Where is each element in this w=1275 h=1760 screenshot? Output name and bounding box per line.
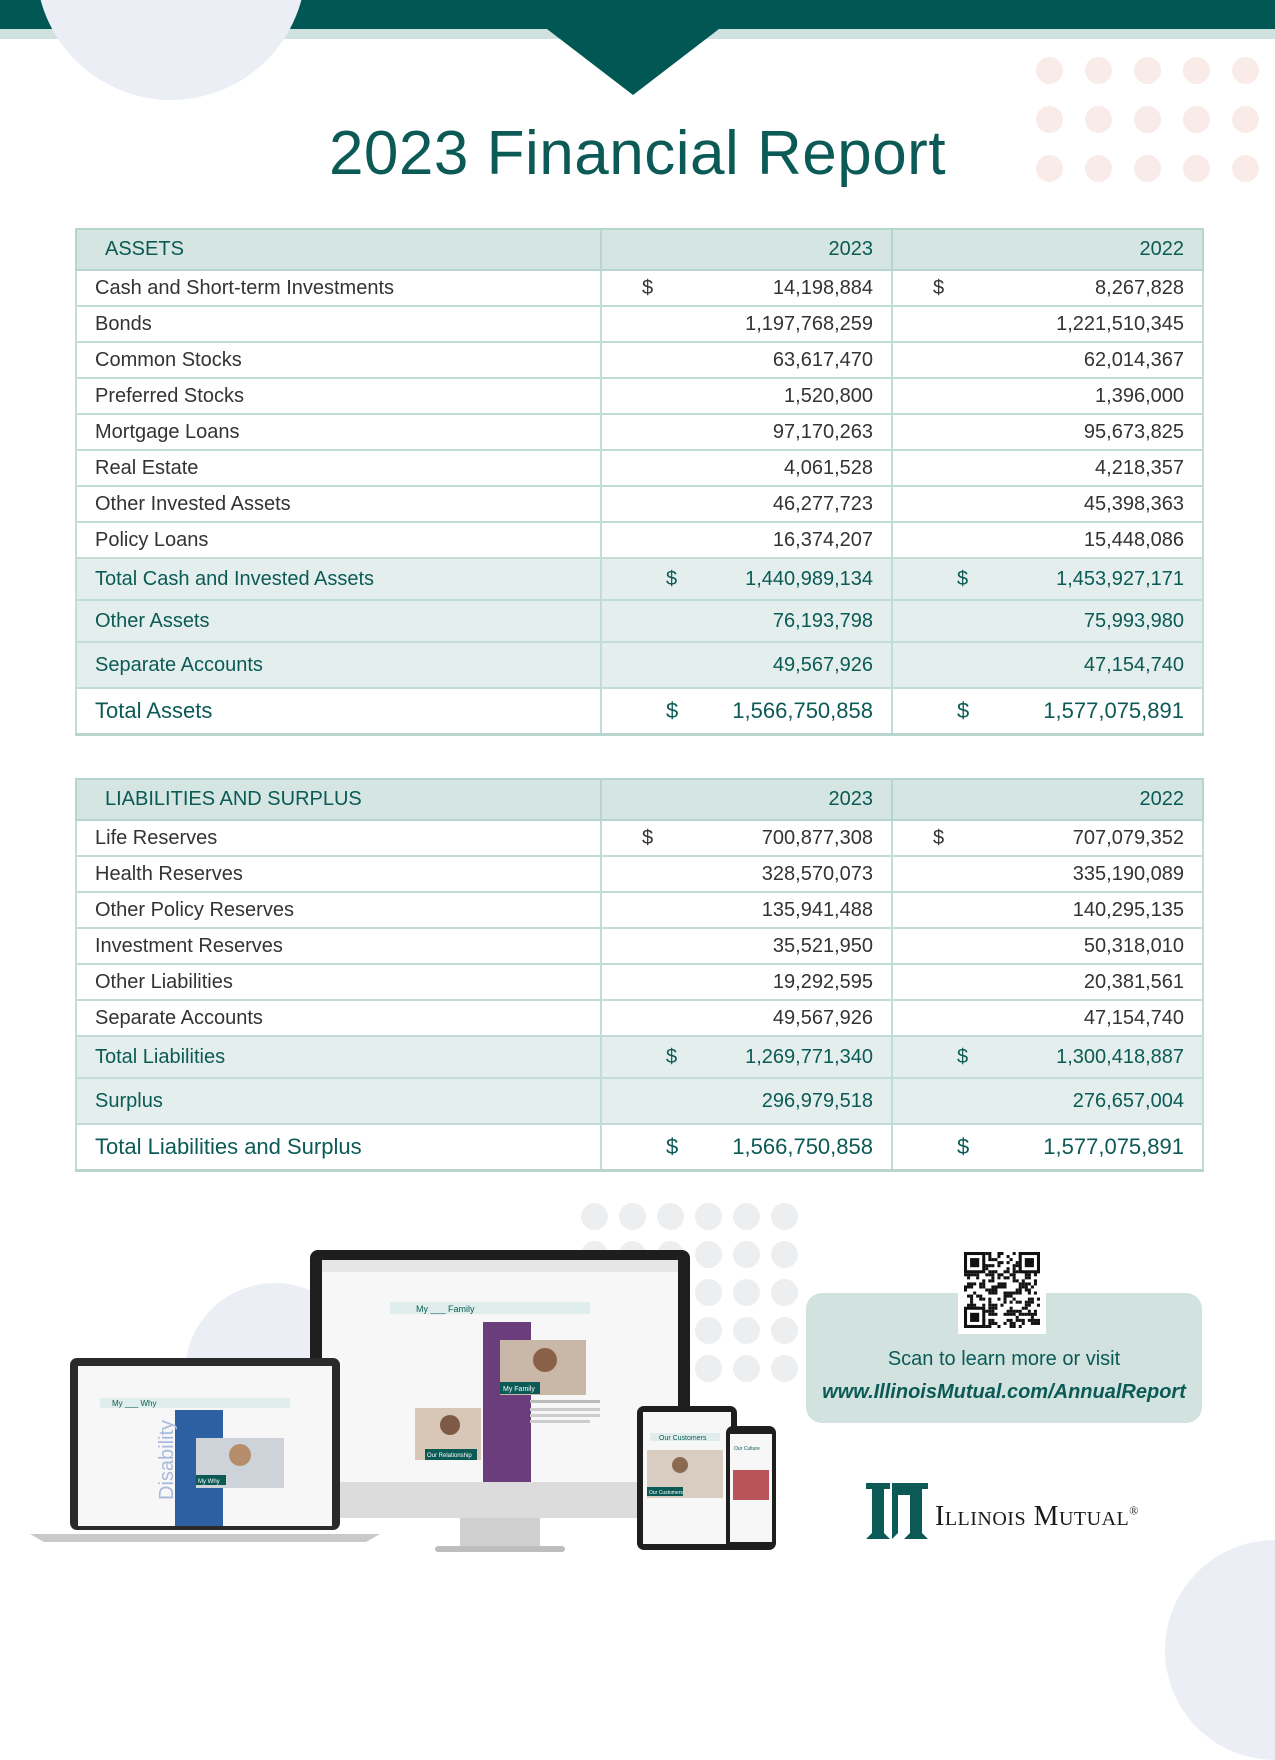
assets-row-row [76, 450, 1203, 486]
assets-row-row [76, 342, 1203, 378]
report-url-link[interactable]: www.IllinoisMutual.com/AnnualReport [822, 1381, 1186, 1403]
assets-total-row [76, 600, 1203, 642]
liabilities-cell-2022 [892, 892, 1203, 928]
currency-symbol: $ [957, 698, 970, 723]
assets-grand-row [76, 688, 1203, 735]
decorative-dot [1232, 57, 1259, 84]
liabilities-row-label: Other Policy Reserves [76, 892, 601, 928]
assets-cell-2022 [892, 270, 1203, 306]
currency-symbol: $ [933, 276, 945, 299]
liabilities-header-2022: 2022 [892, 779, 1203, 820]
liabilities-cell-2022 [892, 1036, 1203, 1078]
liabilities-row-row [76, 892, 1203, 928]
tablet-tag: Our Customers [649, 1490, 683, 1496]
liabilities-cell-2023 [601, 1000, 892, 1036]
assets-row-label: Preferred Stocks [76, 378, 601, 414]
decorative-dot [1085, 57, 1112, 84]
liabilities-cell-2023 [601, 820, 892, 856]
assets-header-row [76, 229, 1203, 270]
assets-row-label: Cash and Short-term Investments [76, 270, 601, 306]
assets-cell-2023 [601, 688, 892, 735]
devices-illustration [30, 1250, 820, 1580]
value-2023: 63,617,470 [772, 348, 873, 371]
assets-cell-2023 [601, 378, 892, 414]
value-2023: 16,374,207 [772, 528, 873, 551]
assets-cell-2023 [601, 414, 892, 450]
assets-cell-2022 [892, 642, 1203, 688]
value-2022: 335,190,089 [1072, 862, 1184, 885]
assets-cell-2022 [892, 378, 1203, 414]
assets-cell-2022 [892, 450, 1203, 486]
value-2022: 45,398,363 [1083, 492, 1184, 515]
scan-text: Scan to learn more or visit [887, 1348, 1121, 1370]
value-2022: 1,221,510,345 [1056, 312, 1184, 335]
assets-row-label: Total Assets [76, 688, 601, 735]
assets-cell-2022 [892, 558, 1203, 600]
phone [726, 1426, 776, 1550]
value-2023: 135,941,488 [761, 898, 873, 921]
laptop [30, 1358, 380, 1542]
liabilities-row-row [76, 928, 1203, 964]
liabilities-row-label: Investment Reserves [76, 928, 601, 964]
value-2023: 49,567,926 [772, 653, 873, 676]
assets-header-2023: 2023 [601, 229, 892, 270]
illinois-mutual-logo [862, 1479, 932, 1543]
assets-row-row [76, 414, 1203, 450]
decorative-dot [771, 1203, 798, 1230]
assets-cell-2023 [601, 522, 892, 558]
value-2022: 47,154,740 [1083, 1006, 1184, 1029]
currency-symbol: $ [666, 567, 678, 590]
assets-cell-2023 [601, 642, 892, 688]
brand-name: Illinois Mutual [935, 1501, 1130, 1532]
value-2023: 328,570,073 [761, 862, 873, 885]
assets-cell-2022 [892, 522, 1203, 558]
assets-row-label: Other Invested Assets [76, 486, 601, 522]
value-2022: 1,396,000 [1095, 384, 1184, 407]
page-title: 2023 Financial Report [328, 119, 947, 188]
brand-registered-mark: ® [1129, 1503, 1139, 1518]
value-2023: 1,269,771,340 [745, 1045, 873, 1068]
decorative-dot [1183, 57, 1210, 84]
value-2023: 1,566,750,858 [732, 698, 873, 723]
assets-cell-2023 [601, 600, 892, 642]
value-2022: 1,453,927,171 [1056, 567, 1184, 590]
liabilities-cell-2022 [892, 964, 1203, 1000]
brand-wordmark [935, 1501, 1139, 1533]
value-2023: 14,198,884 [772, 276, 873, 299]
decorative-circle-top-left [36, 0, 306, 100]
liabilities-cell-2022 [892, 820, 1203, 856]
decorative-dot [657, 1203, 684, 1230]
assets-row-label: Real Estate [76, 450, 601, 486]
tablet-heading: Our Customers [659, 1435, 707, 1442]
value-2022: 1,577,075,891 [1043, 1134, 1184, 1159]
liabilities-cell-2023 [601, 928, 892, 964]
decorative-dot [619, 1203, 646, 1230]
liabilities-cell-2022 [892, 1124, 1203, 1171]
liabilities-row-label: Separate Accounts [76, 1000, 601, 1036]
value-2022: 8,267,828 [1095, 276, 1184, 299]
assets-row-row [76, 306, 1203, 342]
value-2023: 700,877,308 [761, 826, 873, 849]
desktop-monitor [310, 1250, 690, 1552]
assets-cell-2023 [601, 486, 892, 522]
value-2022: 4,218,357 [1095, 456, 1184, 479]
liabilities-row-label: Total Liabilities [76, 1036, 601, 1078]
liabilities-row-label: Health Reserves [76, 856, 601, 892]
value-2022: 15,448,086 [1083, 528, 1184, 551]
assets-cell-2023 [601, 270, 892, 306]
currency-symbol: $ [957, 567, 969, 590]
liabilities-header-row [76, 779, 1203, 820]
liabilities-cell-2023 [601, 892, 892, 928]
liabilities-row-row [76, 820, 1203, 856]
value-2022: 140,295,135 [1072, 898, 1184, 921]
value-2022: 47,154,740 [1083, 653, 1184, 676]
decorative-dot [581, 1203, 608, 1230]
liabilities-row-row [76, 856, 1203, 892]
value-2023: 97,170,263 [772, 420, 873, 443]
value-2022: 75,993,980 [1083, 609, 1184, 632]
value-2023: 76,193,798 [772, 609, 873, 632]
tablet [637, 1406, 737, 1550]
value-2023: 49,567,926 [772, 1006, 873, 1029]
liabilities-cell-2022 [892, 856, 1203, 892]
assets-header-label: ASSETS [76, 229, 601, 270]
currency-symbol: $ [957, 1134, 970, 1159]
assets-total-row [76, 558, 1203, 600]
value-2022: 707,079,352 [1072, 826, 1184, 849]
assets-cell-2023 [601, 558, 892, 600]
liabilities-row-label: Total Liabilities and Surplus [76, 1124, 601, 1171]
liabilities-total-row [76, 1036, 1203, 1078]
assets-cell-2023 [601, 342, 892, 378]
value-2022: 276,657,004 [1072, 1089, 1184, 1112]
desktop-heading: My ___ Family [416, 1304, 475, 1314]
liabilities-cell-2023 [601, 964, 892, 1000]
liabilities-row-label: Life Reserves [76, 820, 601, 856]
liabilities-header-label: LIABILITIES AND SURPLUS [76, 779, 601, 820]
assets-cell-2023 [601, 306, 892, 342]
liabilities-cell-2022 [892, 928, 1203, 964]
liabilities-header-2023: 2023 [601, 779, 892, 820]
value-2023: 296,979,518 [761, 1089, 873, 1112]
value-2022: 62,014,367 [1083, 348, 1184, 371]
assets-cell-2022 [892, 342, 1203, 378]
liabilities-cell-2023 [601, 856, 892, 892]
banner-chevron [547, 29, 719, 95]
value-2023: 1,566,750,858 [732, 1134, 873, 1159]
liabilities-row-row [76, 964, 1203, 1000]
currency-symbol: $ [933, 826, 945, 849]
laptop-heading: My ___ Why [112, 1399, 157, 1408]
value-2023: 46,277,723 [772, 492, 873, 515]
phone-heading: Our Culture [734, 1446, 760, 1452]
qr-code[interactable] [958, 1246, 1046, 1334]
desktop-tag-relationship: Our Relationship [427, 1453, 472, 1459]
liabilities-cell-2023 [601, 1036, 892, 1078]
assets-row-row [76, 486, 1203, 522]
currency-symbol: $ [666, 698, 679, 723]
liabilities-cell-2022 [892, 1000, 1203, 1036]
liabilities-grand-row [76, 1124, 1203, 1171]
assets-cell-2023 [601, 450, 892, 486]
decorative-dot [733, 1203, 760, 1230]
liabilities-cell-2023 [601, 1124, 892, 1171]
assets-row-label: Bonds [76, 306, 601, 342]
assets-row-row [76, 378, 1203, 414]
currency-symbol: $ [666, 1045, 678, 1068]
decorative-dot [1134, 57, 1161, 84]
laptop-side-text: Disability [156, 1419, 178, 1500]
assets-table [75, 228, 1204, 736]
value-2023: 4,061,528 [784, 456, 873, 479]
value-2022: 95,673,825 [1083, 420, 1184, 443]
desktop-tag-family: My Family [503, 1386, 535, 1393]
value-2023: 1,520,800 [784, 384, 873, 407]
assets-row-row [76, 522, 1203, 558]
value-2022: 1,577,075,891 [1043, 698, 1184, 723]
assets-cell-2022 [892, 306, 1203, 342]
value-2022: 1,300,418,887 [1056, 1045, 1184, 1068]
laptop-tag: My Why [198, 1479, 220, 1485]
assets-row-label: Mortgage Loans [76, 414, 601, 450]
decorative-dot [695, 1203, 722, 1230]
liabilities-cell-2022 [892, 1078, 1203, 1124]
assets-row-label: Total Cash and Invested Assets [76, 558, 601, 600]
assets-row-label: Policy Loans [76, 522, 601, 558]
assets-cell-2022 [892, 600, 1203, 642]
liabilities-cell-2023 [601, 1078, 892, 1124]
currency-symbol: $ [957, 1045, 969, 1068]
currency-symbol: $ [642, 276, 654, 299]
currency-symbol: $ [642, 826, 654, 849]
assets-total-row [76, 642, 1203, 688]
liabilities-total-row [76, 1078, 1203, 1124]
assets-cell-2022 [892, 688, 1203, 735]
qr-code-icon [964, 1252, 1040, 1328]
assets-cell-2022 [892, 486, 1203, 522]
assets-header-2022: 2022 [892, 229, 1203, 270]
decorative-circle-bottom-right [1165, 1540, 1275, 1760]
assets-row-label: Separate Accounts [76, 642, 601, 688]
assets-row-row [76, 270, 1203, 306]
value-2022: 50,318,010 [1083, 934, 1184, 957]
value-2022: 20,381,561 [1083, 970, 1184, 993]
currency-symbol: $ [666, 1134, 679, 1159]
liabilities-row-label: Surplus [76, 1078, 601, 1124]
decorative-dot [1036, 57, 1063, 84]
value-2023: 35,521,950 [772, 934, 873, 957]
liabilities-table [75, 778, 1204, 1172]
value-2023: 19,292,595 [772, 970, 873, 993]
assets-row-label: Common Stocks [76, 342, 601, 378]
liabilities-row-row [76, 1000, 1203, 1036]
value-2023: 1,197,768,259 [745, 312, 873, 335]
assets-row-label: Other Assets [76, 600, 601, 642]
assets-cell-2022 [892, 414, 1203, 450]
liabilities-row-label: Other Liabilities [76, 964, 601, 1000]
value-2023: 1,440,989,134 [745, 567, 873, 590]
